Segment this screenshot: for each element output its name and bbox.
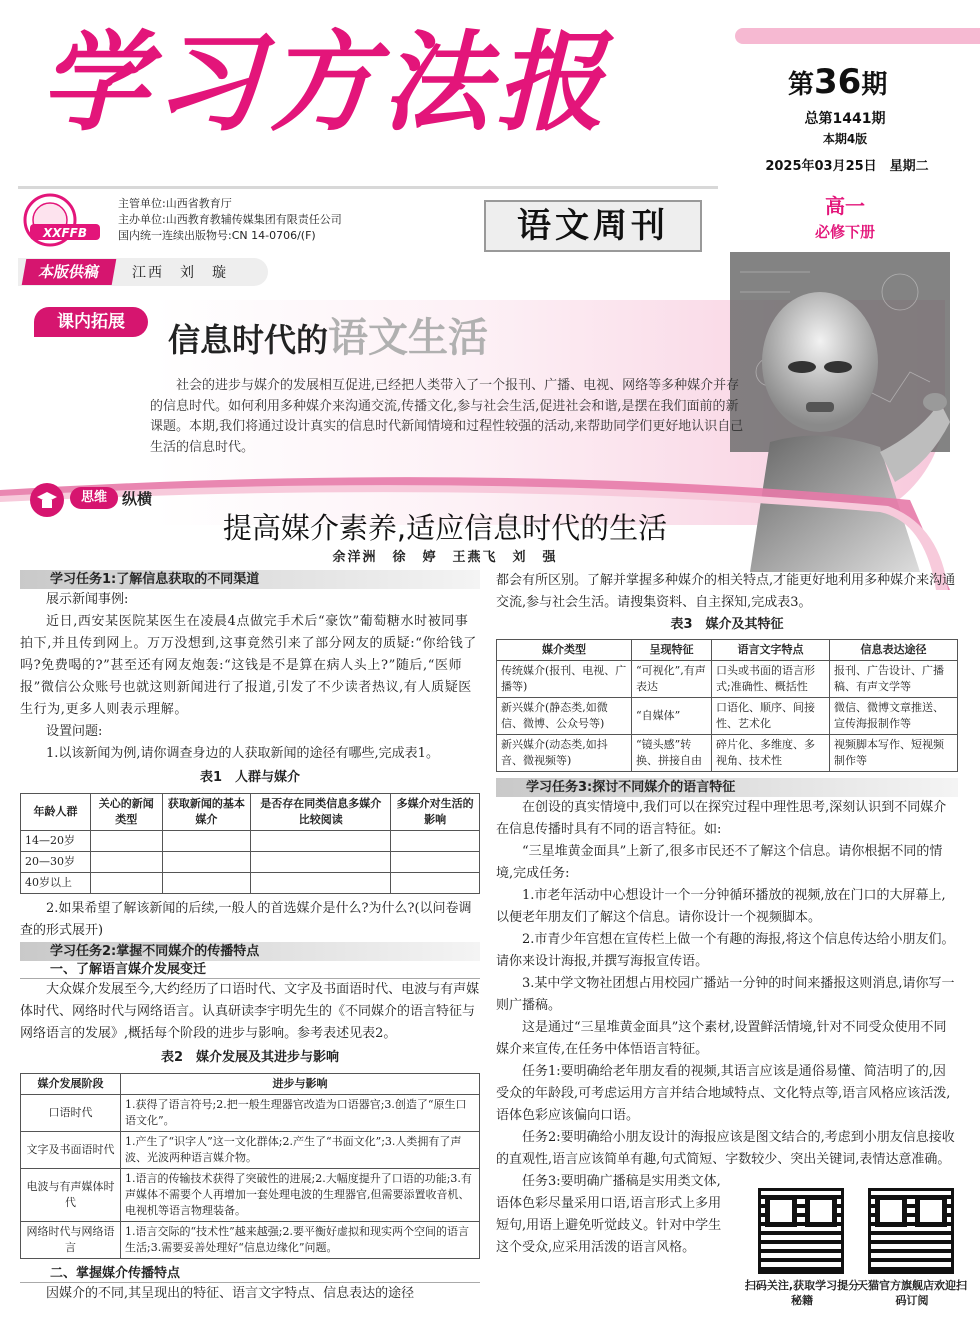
t1-header: 关心的新闻类型 bbox=[91, 794, 163, 831]
t2-stage: 口语时代 bbox=[21, 1095, 121, 1132]
media-features-text: 因媒介的不同,其呈现出的特征、语言文字特点、信息表达的途径 bbox=[46, 1286, 415, 1301]
table-row bbox=[497, 698, 958, 735]
t2-stage: 电波与有声媒体时代 bbox=[21, 1169, 121, 1222]
t3-header: 呈现特征 bbox=[632, 640, 712, 661]
hero-title bbox=[168, 306, 488, 363]
contributor-names: 江西 刘 璇 bbox=[132, 265, 228, 281]
t3-type: 新兴媒介(动态类,如抖音、微视频等) bbox=[497, 735, 632, 772]
issue-no: 36 bbox=[814, 62, 862, 102]
task3-heading: 学习任务3:探讨不同媒介的语言特征 bbox=[496, 778, 958, 797]
contributor-tag: 本版供稿 bbox=[22, 259, 117, 285]
t1-header: 获取新闻的基本媒介 bbox=[162, 794, 251, 831]
t2-stage: 网络时代与网络语言 bbox=[21, 1222, 121, 1259]
table-row bbox=[21, 852, 480, 873]
media-development-text: 大众媒介发展至今,大约经历了口语时代、文字及书面语时代、电波与有声媒体时代、网络时代与网络语言。认真研读李宇明先生的《不同媒介的语言特征与网络语言的发展》,概括每个阶段的进步与影响。参考表述见表2。 bbox=[20, 982, 480, 1041]
table-row bbox=[497, 735, 958, 772]
table-row bbox=[21, 1169, 480, 1222]
continued-text: 都会有所区别。了解并掌握多种媒介的相关特点,才能更好地利用多种媒介来沟通交流,参与社会生活。请搜集资料、自主探知,完成表3。 bbox=[496, 573, 956, 610]
hero-intro: 社会的进步与媒介的发展相互促进,已经把人类带入了一个报刊、广播、电视、网络等多种媒介并存的信息时代。如何利用多种媒介来沟通交流,传播文化,参与社会生活,促进社会和谐,是摆在我们面前的新课题。本期,我们将通过设计真实的信息时代新闻情境和过程性较强的活动,来帮助同学们更好地认识自己生活的信息时代。 bbox=[150, 378, 744, 455]
question-1: 1.以该新闻为例,请你调查身边的人获取新闻的途径有哪些,完成表1。 bbox=[46, 746, 439, 761]
t2-header: 进步与影响 bbox=[121, 1074, 480, 1095]
svg-text:XXFFB: XXFFB bbox=[42, 226, 88, 240]
weekly-title: 语文周刊 bbox=[484, 200, 702, 252]
t3-feature: “可视化”,有声表达 bbox=[632, 661, 712, 698]
total-issue: 总第1441期 bbox=[804, 111, 886, 127]
task2-heading: 学习任务2:掌握不同媒介的传播特点 bbox=[20, 942, 480, 961]
t2-impact: 1.语言交际的“技术性”越来越强;2.要平衡好虚拟和现实两个空间的语言生活;3.需要妥善处理好“信息边缘化”问题。 bbox=[121, 1222, 480, 1259]
scenario-3: 3.某中学文物社团想占用校园广播站一分钟的时间来播报这则消息,请你写一则广播稿。 bbox=[496, 976, 955, 1013]
table-row bbox=[21, 1095, 480, 1132]
left-column bbox=[20, 570, 480, 1305]
table-row bbox=[21, 831, 480, 852]
t3-lang: 碎片化、多维度、多视角、技术性 bbox=[712, 735, 830, 772]
table-1 bbox=[20, 793, 480, 894]
t3-lang: 口语化、顺序、间接性、艺术化 bbox=[712, 698, 830, 735]
question-2: 2.如果希望了解该新闻的后续,一般人的首选媒介是什么?为什么?(以问卷调查的形式展开) bbox=[20, 901, 472, 938]
issue-suffix: 期 bbox=[861, 70, 888, 100]
t3-feature: “镜头感”转换、拼接自由 bbox=[632, 735, 712, 772]
right-column bbox=[496, 570, 958, 1259]
questions-label: 设置问题: bbox=[46, 724, 103, 739]
t3-header: 媒介类型 bbox=[497, 640, 632, 661]
t3-type: 新兴媒介(静态类,如微信、微博、公众号等) bbox=[497, 698, 632, 735]
publisher-info bbox=[118, 196, 342, 244]
newspaper-title: 学习方法报 bbox=[40, 21, 611, 146]
table1-caption: 表1 人群与媒介 bbox=[199, 770, 301, 785]
header-pink-band bbox=[735, 28, 980, 44]
t3-way: 报刊、广告设计、广播稿、有声文学等 bbox=[830, 661, 958, 698]
t3-way: 视频脚本写作、短视频制作等 bbox=[830, 735, 958, 772]
subheading-2: 二、掌握媒介传播特点 bbox=[20, 1265, 480, 1283]
org-line-sponsor: 主办单位:山西教育教辅传媒集团有限责任公司 bbox=[118, 213, 342, 226]
t3-header: 信息表达途径 bbox=[830, 640, 958, 661]
qr-code-icon[interactable] bbox=[868, 1188, 954, 1274]
table-row bbox=[497, 661, 958, 698]
table-row bbox=[21, 1132, 480, 1169]
task-3-answer: 任务3:要明确广播稿是实用类文体,语体色彩尽量采用口语,语言形式上多用短句,用语上避免听觉歧义。针对中学生这个受众,应采用活泼的语言风格。 bbox=[496, 1174, 722, 1255]
t3-feature: “自媒体” bbox=[632, 698, 712, 735]
hero-title-b: 语文生活 bbox=[328, 315, 489, 361]
page-count: 本期4版 bbox=[822, 132, 868, 146]
t1-header: 多媒介对生活的影响 bbox=[391, 794, 480, 831]
qr-block-2 bbox=[852, 1188, 972, 1308]
t1-header: 是否存在同类信息多媒介比较阅读 bbox=[251, 794, 391, 831]
t3-type: 传统媒介(报刊、电视、广播等) bbox=[497, 661, 632, 698]
issue-prefix: 第 bbox=[788, 70, 815, 100]
hero-title-a: 信息时代的 bbox=[168, 321, 329, 359]
table-3 bbox=[496, 639, 958, 772]
scenario-2: 2.市青少年宫想在宣传栏上做一个有趣的海报,将这个信息传达给小朋友们。请你来设计海报,并撰写海报宣传语。 bbox=[496, 932, 955, 969]
sanxingdui-scenario: “三星堆黄金面具”上新了,很多市民还不了解这个信息。请你根据不同的情境,完成任务: bbox=[496, 844, 943, 881]
org-line-supervisor: 主管单位:山西省教育厅 bbox=[118, 197, 232, 210]
t3-lang: 口头或书面的语言形式;准确性、概括性 bbox=[712, 661, 830, 698]
section-tag-aspect: 纵横 bbox=[122, 490, 153, 508]
qr-caption-1: 扫码关注,获取学习提分秘籍 bbox=[744, 1279, 860, 1307]
t2-stage: 文字及书面语时代 bbox=[21, 1132, 121, 1169]
issue-date: 2025年03月25日 星期二 bbox=[765, 159, 929, 174]
table3-caption: 表3 媒介及其特征 bbox=[670, 617, 784, 632]
task-1-answer: 任务1:要明确给老年朋友看的视频,其语言应该是通俗易懂、简洁明了的,因受众的年龄段,可考虑运用方言并结合地域特点、文化特点等,语言风格应该活泼,语体色彩应该偏向口语。 bbox=[496, 1064, 951, 1123]
header-rule bbox=[18, 186, 718, 189]
t2-header: 媒介发展阶段 bbox=[21, 1074, 121, 1095]
table-row bbox=[21, 1222, 480, 1259]
task3-intro: 在创设的真实情境中,我们可以在探究过程中理性思考,深刻认识到不同媒介在信息传播时具有不同的语言特征。如: bbox=[496, 800, 947, 837]
qr-block-1 bbox=[742, 1188, 862, 1308]
table-2 bbox=[20, 1073, 480, 1259]
grade-info bbox=[790, 190, 900, 242]
t3-header: 语言文字特点 bbox=[712, 640, 830, 661]
t1-header: 年龄人群 bbox=[21, 794, 91, 831]
volume-label: 必修下册 bbox=[814, 223, 875, 241]
task1-heading: 学习任务1:了解信息获取的不同渠道 bbox=[20, 570, 480, 589]
table2-caption: 表2 媒介发展及其进步与影响 bbox=[160, 1050, 340, 1065]
section-tag-thinking: 思维 bbox=[70, 487, 118, 509]
scenario-1: 1.市老年活动中心想设计一个一分钟循环播放的视频,放在门口的大屏幕上,以便老年朋友们了解这个信息。请你设计一个视频脚本。 bbox=[496, 888, 946, 925]
article-title: 提高媒介素养,适应信息时代的生活 bbox=[222, 511, 668, 545]
org-line-cn: 国内统一连续出版物号:CN 14-0706/(F) bbox=[118, 229, 316, 242]
scenario-summary: 这是通过“三星堆黄金面具”这个素材,设置鲜活情境,针对不同受众使用不同媒介来宣传,在任务中体悟语言特征。 bbox=[496, 1020, 947, 1057]
t2-impact: 1.获得了语言符号;2.把一般生理器官改造为口语器官;3.创造了“原生口语文化”。 bbox=[121, 1095, 480, 1132]
news-example: 近日,西安某医院某医生在凌晨4点做完手术后“豪饮”葡萄糖水时被同事拍下,并且传到网上。万万没想到,这事竟然引来了部分网友的质疑:“你给钱了吗?免费喝的?”甚至还有网友炮轰:“这钱是不是算在病人头上?”随后,“医师报”微信公众账号也就这则新闻进行了报道,引发了不少读者热议,有人质疑医生行为,更多人则表示理解。 bbox=[20, 614, 477, 717]
t2-impact: 1.语言的传输技术获得了突破性的进展;2.大幅度提升了口语的功能;3.有声媒体不需要个人再增加一套处理电波的生理器官,但需要添置收音机、电视机等语言物理装备。 bbox=[121, 1169, 480, 1222]
show-news-label: 展示新闻事例: bbox=[46, 592, 129, 607]
t1-age: 40岁以上 bbox=[21, 873, 91, 894]
t3-way: 微信、微博文章推送、宣传海报制作等 bbox=[830, 698, 958, 735]
table-row bbox=[21, 873, 480, 894]
t1-age: 20—30岁 bbox=[21, 852, 91, 873]
t2-impact: 1.产生了“识字人”这一文化群体;2.产生了“书面文化”;3.人类拥有了声波、光波两种语言媒介物。 bbox=[121, 1132, 480, 1169]
section-tag-extension: 课内拓展 bbox=[34, 307, 148, 337]
t1-age: 14—20岁 bbox=[21, 831, 91, 852]
qr-caption-2: 天猫官方旗舰店欢迎扫码订阅 bbox=[857, 1279, 967, 1307]
subheading-1: 一、了解语言媒介发展变迁 bbox=[20, 961, 480, 979]
issue-number bbox=[788, 62, 887, 102]
publisher-seal bbox=[22, 192, 108, 248]
qr-code-icon[interactable] bbox=[758, 1188, 844, 1274]
grade-label: 高一 bbox=[825, 194, 865, 218]
article-authors: 余洋洲 徐 婷 王燕飞 刘 强 bbox=[332, 550, 558, 565]
task-2-answer: 任务2:要明确给小朋友设计的海报应该是图文结合的,考虑到小朋友信息接收的直观性,语言应该简单有趣,句式简短、字数较少、突出关键词,表情达意准确。 bbox=[496, 1130, 955, 1167]
